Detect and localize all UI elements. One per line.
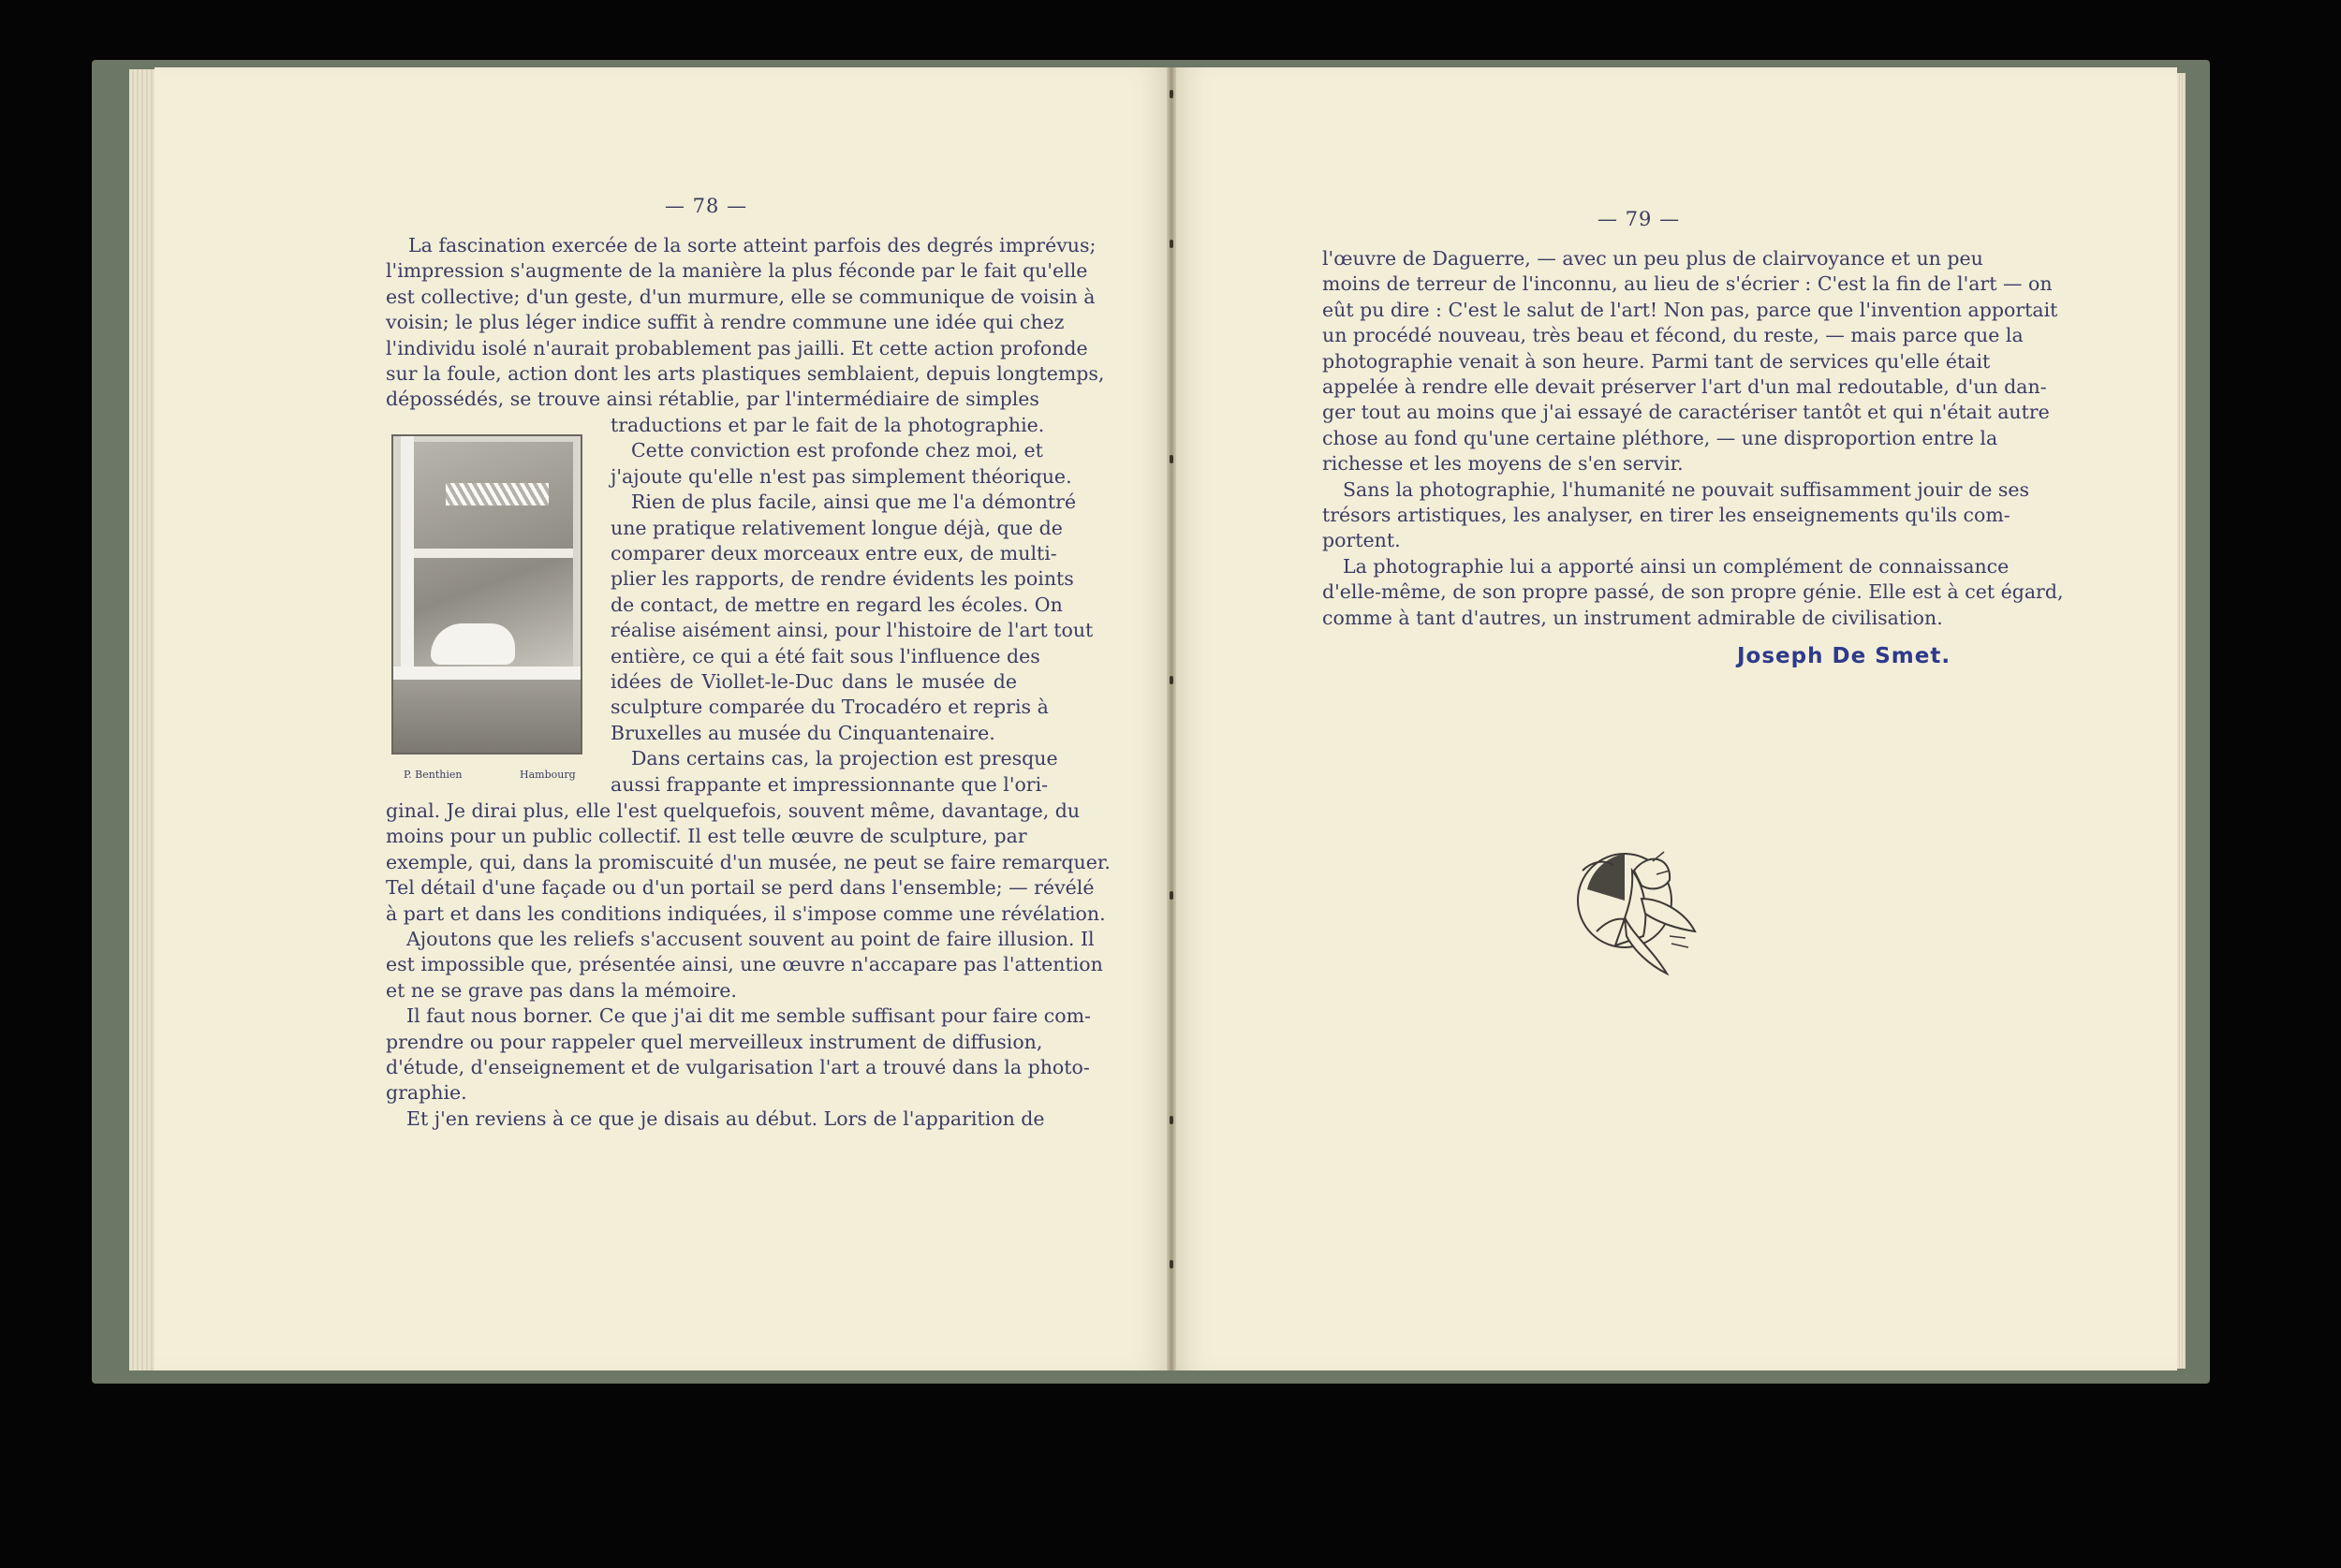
- binding-stitch: [1170, 240, 1173, 248]
- text-line: Et j'en reviens à ce que je disais au début. Lors de l'apparition de: [406, 1106, 1045, 1130]
- left-paragraph-lower: [386, 799, 1111, 1132]
- text-line: Ajoutons que les reliefs s'accusent souvent au point de faire illusion. Il: [406, 928, 1095, 951]
- text-line: eût pu dire : C'est le salut de l'art! Non pas, parce que l'invention apportait: [1322, 298, 2058, 321]
- binding-stitch: [1170, 1116, 1173, 1124]
- text-line: un procédé nouveau, très beau et fécond, du reste, — mais parce que la: [1322, 324, 2024, 347]
- text-line: d'étude, d'enseignement et de vulgarisation l'art a trouvé dans la photo-: [386, 1056, 1090, 1079]
- photo-caption-author: P. Benthien: [404, 769, 463, 781]
- binding-stitch: [1170, 891, 1173, 900]
- author-signature: Joseph De Smet.: [1737, 644, 1951, 668]
- text-line: prendre ou pour rappeler quel merveilleux instrument de diffusion,: [386, 1030, 1043, 1053]
- text-line: voisin; le plus léger indice suffit à rendre commune une idée qui chez: [386, 311, 1065, 334]
- text-line: d'elle-même, de son propre passé, de son propre génie. Elle est à cet égard,: [1322, 580, 2064, 604]
- text-line: exemple, qui, dans la promiscuité d'un musée, ne peut se faire remarquer.: [386, 850, 1111, 873]
- page-number-left: — 78 —: [665, 195, 748, 217]
- binding-stitch: [1170, 1260, 1173, 1268]
- text-line: plier les rapports, de rendre évidents les points: [611, 567, 1074, 591]
- text-line: Bruxelles au musée du Cinquantenaire.: [611, 721, 995, 744]
- page-number-right: — 79 —: [1597, 208, 1681, 230]
- text-line: dépossédés, se trouve ainsi rétablie, par l'intermédiaire de simples: [386, 388, 1039, 411]
- text-line: comme à tant d'autres, un instrument admirable de civilisation.: [1322, 606, 1943, 629]
- text-line: sur la foule, action dont les arts plastiques semblaient, depuis longtemps,: [386, 362, 1105, 386]
- text-line: moins de terreur de l'inconnu, au lieu de s'écrier : C'est la fin de l'art — on: [1322, 272, 2053, 296]
- text-line: l'œuvre de Daguerre, — avec un peu plus de clairvoyance et un peu: [1322, 247, 1983, 270]
- text-line: photographie venait à son heure. Parmi tant de services qu'elle était: [1322, 349, 1991, 373]
- right-paragraphs: [1322, 246, 2064, 631]
- text-line: entière, ce qui a été fait sous l'influence des: [611, 644, 1040, 667]
- text-line: trésors artistiques, les analyser, en tirer les enseignements qu'ils com-: [1322, 504, 2010, 527]
- text-line: l'impression s'augmente de la manière la plus féconde par le fait qu'elle: [386, 259, 1088, 283]
- text-line: Dans certains cas, la projection est presque: [631, 747, 1058, 770]
- text-line: sculpture comparée du Trocadéro et repris à: [611, 696, 1049, 719]
- text-line: richesse et les moyens de s'en servir.: [1322, 452, 1684, 476]
- text-line: traductions et par le fait de la photographie.: [611, 414, 1045, 436]
- binding-stitch: [1170, 455, 1173, 463]
- left-paragraph-1: [386, 233, 1105, 413]
- text-line: une pratique relativement longue déjà, que de: [611, 516, 1063, 539]
- text-line: moins pour un public collectif. Il est telle œuvre de sculpture, par: [386, 825, 1027, 848]
- book-gutter: [1167, 67, 1176, 1370]
- text-line: de contact, de mettre en regard les écoles. On: [611, 593, 1063, 616]
- text-line: et ne se grave pas dans la mémoire.: [386, 978, 737, 1002]
- text-line: ger tout au moins que j'ai essayé de caractériser tantôt et qui n'était autre: [1322, 401, 2050, 424]
- text-line: Rien de plus facile, ainsi que me l'a démontré: [631, 491, 1077, 514]
- text-line: Cette conviction est profonde chez moi, et: [631, 439, 1043, 462]
- iris-flower-vignette: [1559, 833, 1718, 983]
- text-line: Il faut nous borner. Ce que j'ai dit me semble suffisant pour faire com-: [406, 1004, 1091, 1028]
- text-line: appelée à rendre elle devait préserver l'art d'un mal redoutable, d'un dan-: [1322, 375, 2047, 399]
- binding-stitch: [1170, 676, 1173, 684]
- text-line: aussi frappante et impressionnante que l'ori-: [611, 772, 1049, 796]
- text-line: est impossible que, présentée ainsi, une œuvre n'accapare pas l'attention: [386, 953, 1103, 976]
- text-line: Sans la photographie, l'humanité ne pouvait suffisamment jouir de ses: [1343, 477, 2030, 501]
- text-line: graphie.: [386, 1081, 467, 1105]
- text-line: l'individu isolé n'aurait probablement pas jailli. Et cette action profonde: [386, 336, 1088, 359]
- text-line: réalise aisément ainsi, pour l'histoire de l'art tout: [611, 619, 1094, 642]
- text-line: comparer deux morceaux entre eux, de multi-: [611, 542, 1057, 565]
- text-line: chose au fond qu'une certaine pléthore, — une disproportion entre la: [1322, 426, 1998, 449]
- text-line: La photographie lui a apporté ainsi un complément de connaissance: [1343, 554, 2010, 578]
- text-line: Tel détail d'une façade ou d'un portail se perd dans l'ensemble; — révélé: [386, 876, 1095, 900]
- text-line: La fascination exercée de la sorte atteint parfois des degrés imprévus;: [408, 234, 1097, 256]
- text-line: à part et dans les conditions indiquées, il s'impose comme une révélation.: [386, 901, 1106, 925]
- text-line: est collective; d'un geste, d'un murmure, elle se communique de voisin à: [386, 285, 1096, 308]
- photo-caption-place: Hambourg: [520, 769, 576, 781]
- text-line: j'ajoute qu'elle n'est pas simplement théorique.: [611, 464, 1072, 488]
- left-wrapped-text: [611, 413, 1094, 798]
- window-cat-photograph: [391, 434, 582, 755]
- text-line: ginal. Je dirai plus, elle l'est quelquefois, souvent même, davantage, du: [386, 799, 1081, 822]
- binding-stitch: [1170, 90, 1173, 98]
- text-line: portent.: [1322, 529, 1401, 552]
- text-line: idées de Viollet-le-Duc dans le musée de: [611, 670, 1017, 694]
